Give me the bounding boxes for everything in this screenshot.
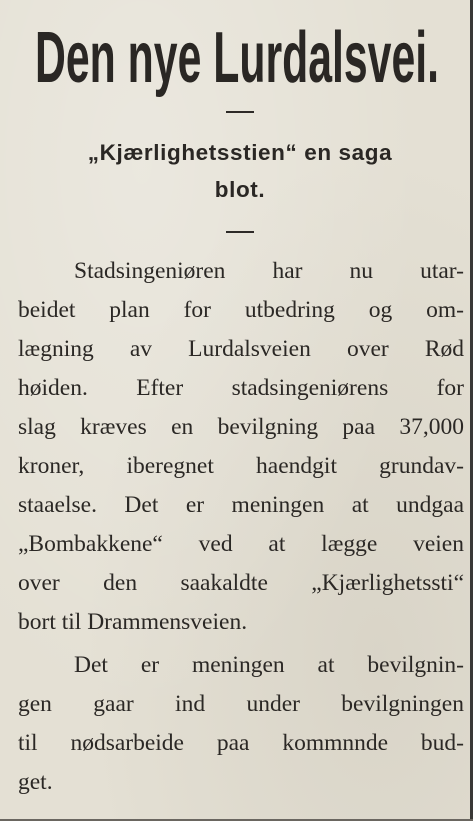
body-line: slag kræves en bevilgning paa 37,000 xyxy=(18,414,464,440)
body-line: lægning av Lurdalsveien over Rød xyxy=(18,336,464,362)
headline-svg xyxy=(0,6,473,98)
body-line: Det er meningen at bevilgnin- xyxy=(74,652,464,678)
body-line: beidet plan for utbedring og om- xyxy=(18,297,464,323)
body-line: over den saakaldte „Kjærlighetssti“ xyxy=(18,570,464,596)
headline-text: Den nye Lurdalsvei. xyxy=(35,18,439,98)
body-line: Stadsingeniøren har nu utar- xyxy=(74,258,464,284)
body-line: gen gaar ind under bevilgningen xyxy=(18,691,464,717)
separator-rule xyxy=(226,231,254,233)
body-line: staaelse. Det er meningen at undgaa xyxy=(18,492,464,518)
subheading-line: „Kjærlighetsstien“ en saga xyxy=(87,140,393,165)
body-line: get. xyxy=(18,769,53,795)
separator-rule xyxy=(226,111,254,113)
body-line: høiden. Efter stadsingeniørens for xyxy=(18,375,464,401)
body-line: bort til Drammensveien. xyxy=(18,609,248,635)
subheading-line: blot. xyxy=(214,177,266,202)
body-line: til nødsarbeide paa kommnnde bud- xyxy=(18,730,464,756)
body-line: „Bombakkene“ ved at lægge veien xyxy=(18,531,464,557)
headline xyxy=(0,6,473,98)
body-line: kroner, iberegnet haendgit grundav- xyxy=(18,453,464,479)
